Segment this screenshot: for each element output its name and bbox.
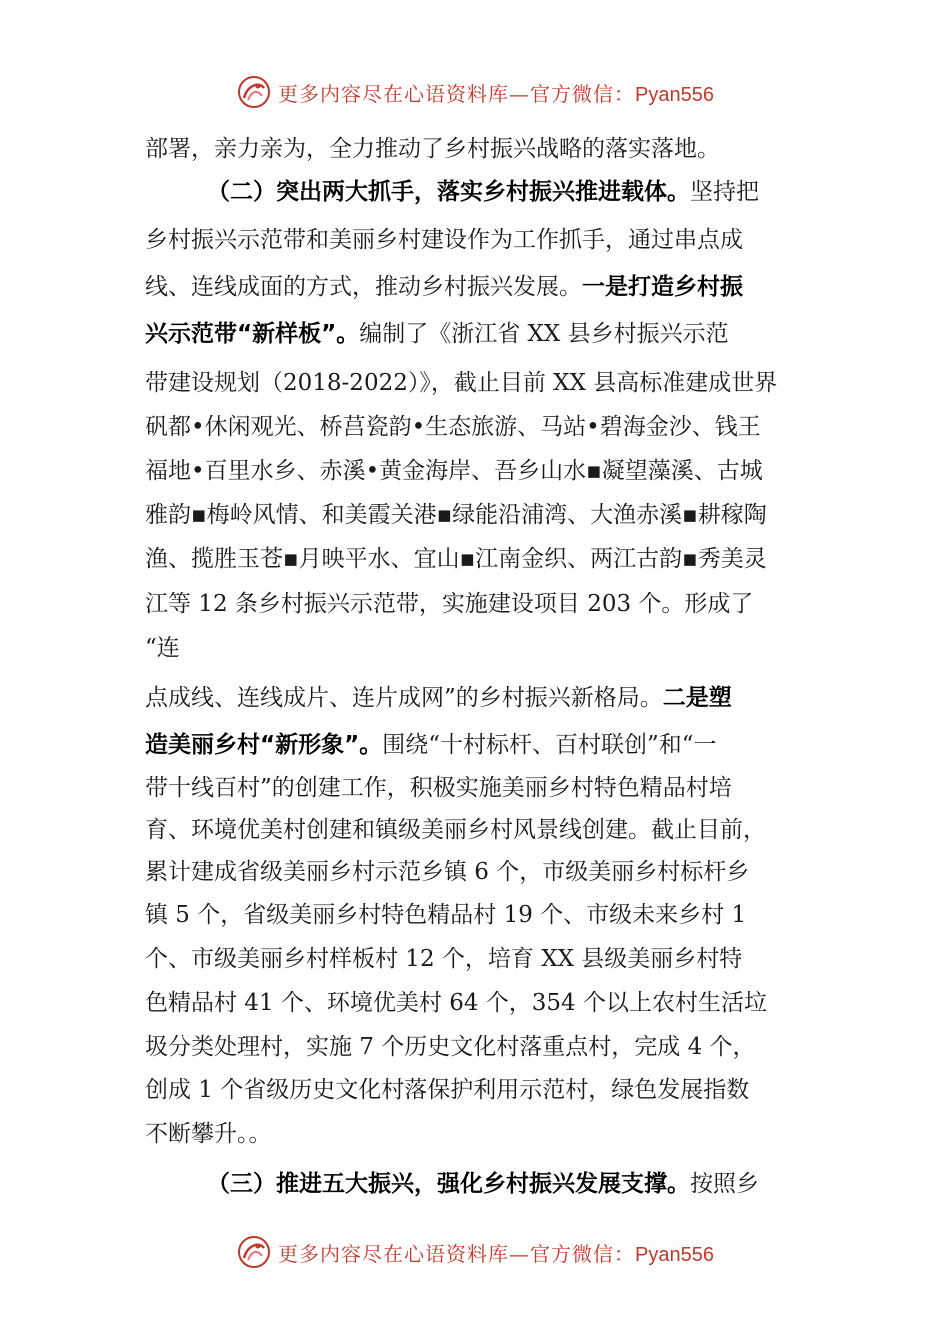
body-line: 育、环境优美村创建和镇级美丽乡村风景线创建。截止目前， bbox=[145, 817, 766, 843]
body-line: 福地•百里水乡、赤溪•黄金海岸、吾乡山水▪凝望藻溪、古城 bbox=[145, 458, 763, 484]
section-heading-line: （二）突出两大抓手，落实乡村振兴推进载体。坚持把 bbox=[207, 179, 759, 205]
body-line: 累计建成省级美丽乡村示范乡镇 6 个，市级美丽乡村标杆乡 bbox=[145, 859, 750, 885]
section-heading-line: （三）推进五大振兴，强化乡村振兴发展支撑。按照乡 bbox=[207, 1171, 759, 1197]
body-line: 线、连线成面的方式，推动乡村振兴发展。一是打造乡村振 bbox=[145, 274, 743, 300]
body-line: 部署，亲力亲为，全力推动了乡村振兴战略的落实落地。 bbox=[145, 136, 720, 162]
body-line: 圾分类处理村，实施 7 个历史文化村落重点村，完成 4 个， bbox=[145, 1034, 756, 1060]
body-line: 兴示范带“新样板”。编制了《浙江省 XX 县乡村振兴示范 bbox=[145, 321, 729, 347]
body-line: “连 bbox=[145, 635, 180, 661]
body-line: 造美丽乡村“新形象”。围绕“十村标杆、百村联创”和“一 bbox=[145, 732, 717, 758]
body-line: 个、市级美丽乡村样板村 12 个，培育 XX 县级美丽乡村特 bbox=[145, 946, 743, 972]
body-line: 创成 1 个省级历史文化村落保护利用示范村，绿色发展指数 bbox=[145, 1077, 750, 1103]
brand-logo-icon bbox=[236, 74, 272, 110]
body-line: 色精品村 41 个、环境优美村 64 个，354 个以上农村生活垃 bbox=[145, 990, 767, 1016]
body-line: 渔、揽胜玉苍▪月映平水、宜山▪江南金织、两江古韵▪秀美灵 bbox=[145, 546, 767, 572]
body-line: 带建设规划（2018-2022）》，截止目前 XX 县高标准建成世界 bbox=[145, 370, 778, 396]
footer-banner bbox=[0, 1232, 950, 1272]
body-line: 镇 5 个，省级美丽乡村特色精品村 19 个、市级未来乡村 1 bbox=[145, 902, 747, 928]
body-line: 雅韵▪梅岭风情、和美霞关港▪绿能沿浦湾、大渔赤溪▪耕稼陶 bbox=[145, 502, 767, 528]
banner-text: 更多内容尽在心语资料库—官方微信：Pyan556 bbox=[278, 81, 714, 106]
body-line: 不断攀升。。 bbox=[145, 1121, 272, 1147]
body-line: 点成线、连线成片、连片成网”的乡村振兴新格局。二是塑 bbox=[145, 685, 732, 711]
body-line: 江等 12 条乡村振兴示范带，实施建设项目 203 个。形成了 bbox=[145, 591, 754, 617]
brand-logo-icon bbox=[236, 1234, 272, 1270]
header-banner bbox=[0, 72, 950, 112]
banner-text: 更多内容尽在心语资料库—官方微信：Pyan556 bbox=[278, 1241, 714, 1266]
body-line: 带十线百村”的创建工作，积极实施美丽乡村特色精品村培 bbox=[145, 775, 732, 801]
body-line: 矾都•休闲观光、桥莒瓷韵•生态旅游、马站•碧海金沙、钱王 bbox=[145, 414, 761, 440]
body-line: 乡村振兴示范带和美丽乡村建设作为工作抓手，通过串点成 bbox=[145, 227, 743, 253]
